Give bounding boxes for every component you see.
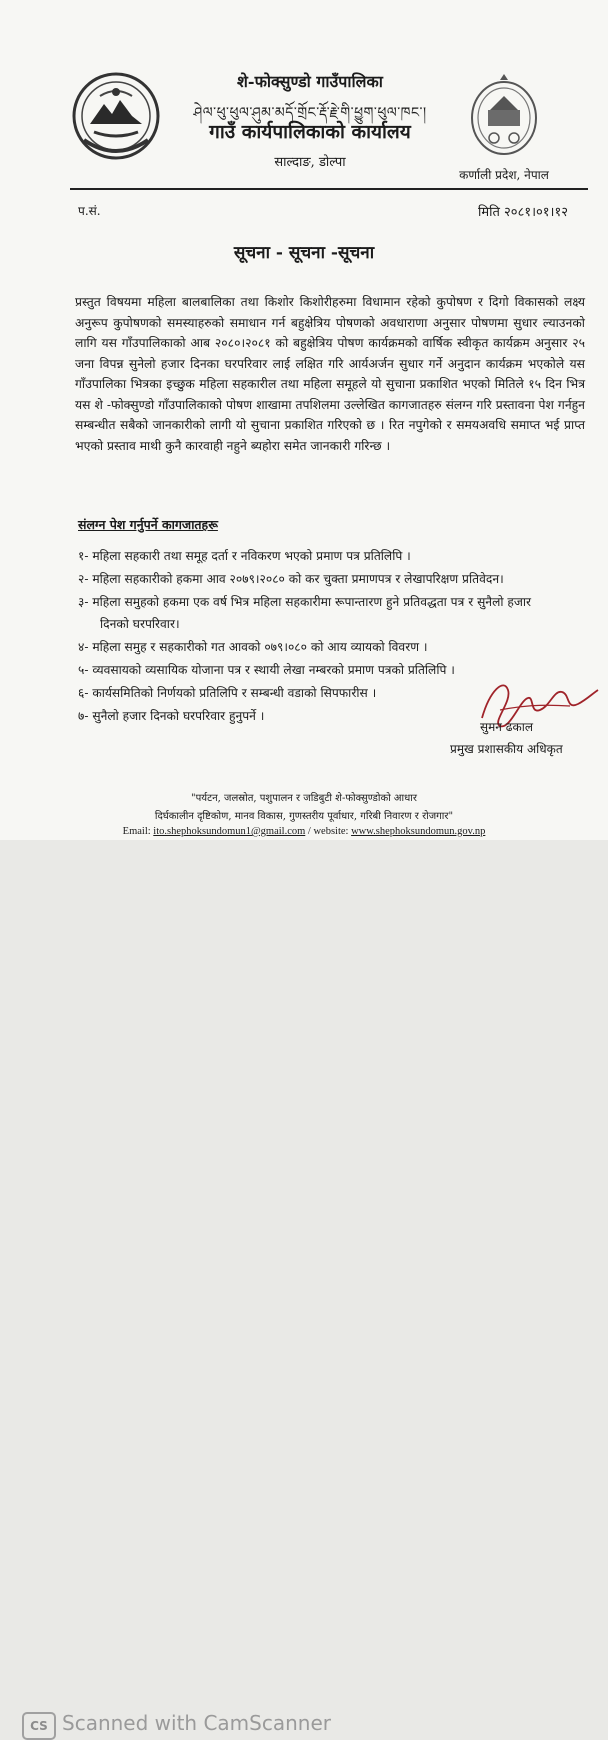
list-item: २- महिला सहकारीको हकमा आव २०७९।२०८० को कर चुक्ता प्रमाणपत्र र लेखापरिक्षण प्रतिवेदन। bbox=[78, 571, 504, 586]
list-item: ४- महिला समुह र सहकारीको गत आवको ०७९।०८० को आय व्यायको विवरण । bbox=[78, 640, 428, 655]
list-item-continuation: दिनको घरपरिवार। bbox=[100, 617, 180, 632]
list-item: ५- व्यवसायको व्यसायिक योजाना पत्र र स्थायी लेखा नम्बरको प्रमाण पत्रको प्रतिलिपि । bbox=[78, 662, 455, 677]
office-location: साल्दाङ, डोल्पा bbox=[274, 155, 346, 170]
list-item: ३- महिला समुहको हकमा एक वर्ष भित्र महिला सहकारीमा रूपान्तारण हुने प्रतिवद्धता पत्र र सुनैलो हजार bbox=[78, 594, 532, 609]
province-label: कर्णाली प्रदेश, नेपाल bbox=[459, 168, 549, 182]
list-item: १- महिला सहकारी तथा समूह दर्ता र नविकरण भएको प्रमाण पत्र प्रतिलिपि । bbox=[78, 549, 411, 563]
municipality-name: शे-फोक्सुण्डो गाउँपालिका bbox=[237, 72, 383, 91]
notice-title: सूचना - सूचना -सूचना bbox=[233, 243, 375, 263]
header-divider bbox=[70, 188, 588, 190]
website-link[interactable]: www.shephoksundomun.gov.np bbox=[351, 826, 486, 837]
tibetan-script-line: ཤེལ་ཕུ་ཕུལ་ཤུམ་མདོ་གྲོང་རྡོ་རྗེ་གི་ཕྱུག་ཕུལ་ཁང་། bbox=[193, 105, 427, 121]
camscanner-watermark-text: Scanned with CamScanner bbox=[62, 1711, 331, 1735]
list-item: ७- सुनैलो हजार दिनको घरपरिवार हुनुपर्ने । bbox=[78, 708, 265, 723]
karnali-province-emblem-icon bbox=[466, 72, 542, 158]
email-link[interactable]: ito.shephoksundomun1@gmail.com bbox=[153, 826, 306, 837]
office-name: गाउँ कार्यपालिकाको कार्यालय bbox=[209, 121, 411, 143]
reference-number: प.सं. bbox=[78, 204, 101, 218]
letter-date: मिति २०८१।०१।१२ bbox=[478, 205, 568, 220]
camscanner-logo-icon: CS bbox=[22, 1712, 56, 1740]
letter-page bbox=[0, 0, 608, 840]
website-label: / website: bbox=[307, 826, 349, 837]
footer-slogan-line-2: दिर्घकालीन दृष्टिकोण, मानव विकास, गुणस्तरीय पूर्वाधार, गरिबी निवारण र रोजगार" bbox=[154, 811, 454, 822]
footer-slogan-line-1: "पर्यटन, जलस्रोत, पशुपालन र जडिबुटी शे-फोक्सुण्डोको आधार bbox=[191, 793, 417, 804]
scanner-watermark-bar bbox=[0, 850, 608, 1735]
notice-body: प्रस्तुत विषयमा महिला बालबालिका तथा किशोर किशोरीहरुमा विधामान रहेको कुपोषण र दिगो विकासको लक्ष्य अनुरूप कुपोषणको समस्याहरुको समाधान गर्न बहुक्षेत्रिय पोषणको अवधाराणा अनुसार पोषणमा सुधार ल्याउनको लागि यस गाँउपालिकाको आब २०८०।२०८१ को बहुक्षेत्रिय पोषण कार्यक्रमको वार्षिक स्वीकृत कार्यक्रम अनुसार २५ जना विपन्न सुनेलो हजार दिनका घरपरिवार लाई लक्षित गरि आर्यअर्जन सुधार गर्ने अनुदान कार्यक्रम भएकोले यस गाँउपालिका भित्रका इच्छुक महिला सहकारील तथा महिला समूहले यो सुचाना प्रकाशित भएको मितिले १५ दिन भित्र यस शे -फोक्सुण्डो गाँउपालिकाको पोषण शाखामा तपशिलमा उल्लेखित कागजातहरु संलग्न गरि प्रस्तावना पेश गर्नहुन सम्बन्धीत सबैको जानकारीको लागी यो सुचाना प्रकाशित गरिएको छ । रित नपुगेको र समयअवधि समाप्त भई प्राप्त भएको प्रस्ताव माथी कुनै कारवाही नहुने ब्यहोरा समेत जानकारी गरिन्छ । bbox=[75, 295, 585, 453]
list-item: ६- कार्यसमितिको निर्णयको प्रतिलिपि र सम्बन्धी वडाको सिपफारीस । bbox=[78, 685, 377, 700]
footer-contact bbox=[0, 826, 608, 837]
attachments-heading: संलग्न पेश गर्नुपर्ने कागजातहरू bbox=[78, 517, 218, 532]
signatory-name: सुमन ढकाल bbox=[480, 720, 533, 734]
signatory-title: प्रमुख प्रशासकीय अधिकृत bbox=[450, 742, 563, 756]
email-label: Email: bbox=[122, 826, 151, 837]
nepal-emblem-icon bbox=[70, 70, 162, 162]
